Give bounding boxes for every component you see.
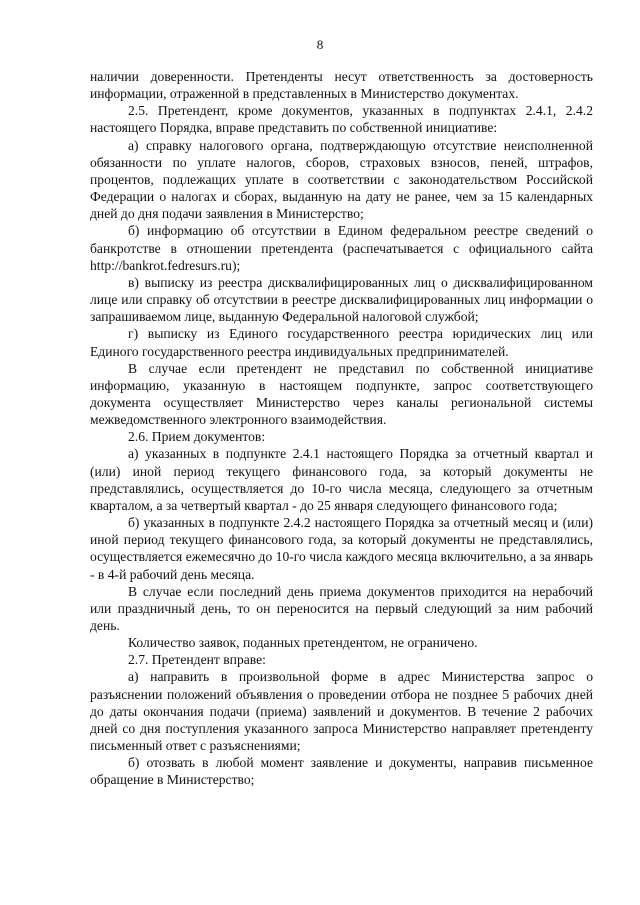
paragraph-2-6: 2.6. Прием документов:	[128, 429, 266, 445]
paragraph-2-7-b: б) отозвать в любой момент заявление и документы, направив письменное обращение в Министерство;	[90, 755, 593, 788]
paragraph-2-6-b: б) указанных в подпункте 2.4.2 настоящего Порядка за отчетный месяц и (или) иной период текущего финансового года, за который документы не представлялись, осуществляется ежемесячно до 10-го числа каждого месяца включительно, а за январь - в 4-й рабочий день месяца.	[90, 515, 593, 582]
paragraph-2-5-a: а) справку налогового органа, подтверждающую отсутствие неисполненной обязанности по уплате налогов, сборов, страховых взносов, пеней, штрафов, процентов, подлежащих уплате в соответствии с законодательством Российской Федерации о налогах и сборах, выданную на дату не ранее, чем за 15 календарных дней до дня подачи заявления в Министерство;	[90, 137, 593, 222]
paragraph-2-7: 2.7. Претендент вправе:	[128, 652, 266, 668]
paragraph-2-6-a: а) указанных в подпункте 2.4.1 настоящего Порядка за отчетный квартал и (или) иной период текущего финансового года, за который документы не представлялись, осуществляется до 10-го числа месяца, следующего за отчетным кварталом, а за четвертый квартал - до 25 января следующего финансового года;	[90, 446, 593, 513]
paragraph-2-5-b: б) информацию об отсутствии в Едином федеральном реестре сведений о банкротстве в отношении претендента (распечатывается с официального сайта http://bankrot.fedresurs.ru);	[90, 223, 593, 273]
paragraph-continuation: наличии доверенности. Претенденты несут ответственность за достоверность информации, отраженной в представленных в Министерство документах.	[90, 69, 593, 102]
paragraph-2-5-note: В случае если претендент не представил по собственной инициативе информацию, указанную в настоящем подпункте, запрос соответствующего документа осуществляет Министерство через каналы региональной системы межведомственного электронного взаимодействия.	[90, 360, 593, 428]
paragraph-2-5: 2.5. Претендент, кроме документов, указанных в подпунктах 2.4.1, 2.4.2 настоящего Порядка, вправе представить по собственной инициативе:	[90, 103, 593, 136]
page-number: 8	[316, 37, 324, 52]
paragraph-2-5-g: г) выписку из Единого государственного реестра юридических лиц или Единого государственного реестра индивидуальных предпринимателей.	[90, 326, 593, 359]
paragraph-2-6-note: В случае если последний день приема документов приходится на нерабочий или праздничный день, то он переносится на первый следующий за ним рабочий день.	[90, 583, 593, 633]
paragraph-2-5-v: в) выписку из реестра дисквалифицированных лиц о дисквалифицированном лице или справку об отсутствии в реестре дисквалифицированных лиц информации о запрашиваемом лице, выданную Федеральной налоговой службой;	[90, 274, 593, 325]
paragraph-2-7-a: а) направить в произвольной форме в адрес Министерства запрос о разъяснении положений объявления о проведении отбора не позднее 5 рабочих дней до даты окончания подачи (приема) заявлений и документов. В течение 2 рабочих дней со дня поступления указанного запроса Министерство направляет претенденту письменный ответ с разъяснениями;	[90, 669, 593, 754]
document-body	[90, 68, 593, 789]
paragraph-2-6-count: Количество заявок, поданных претендентом, не ограничено.	[128, 635, 478, 651]
